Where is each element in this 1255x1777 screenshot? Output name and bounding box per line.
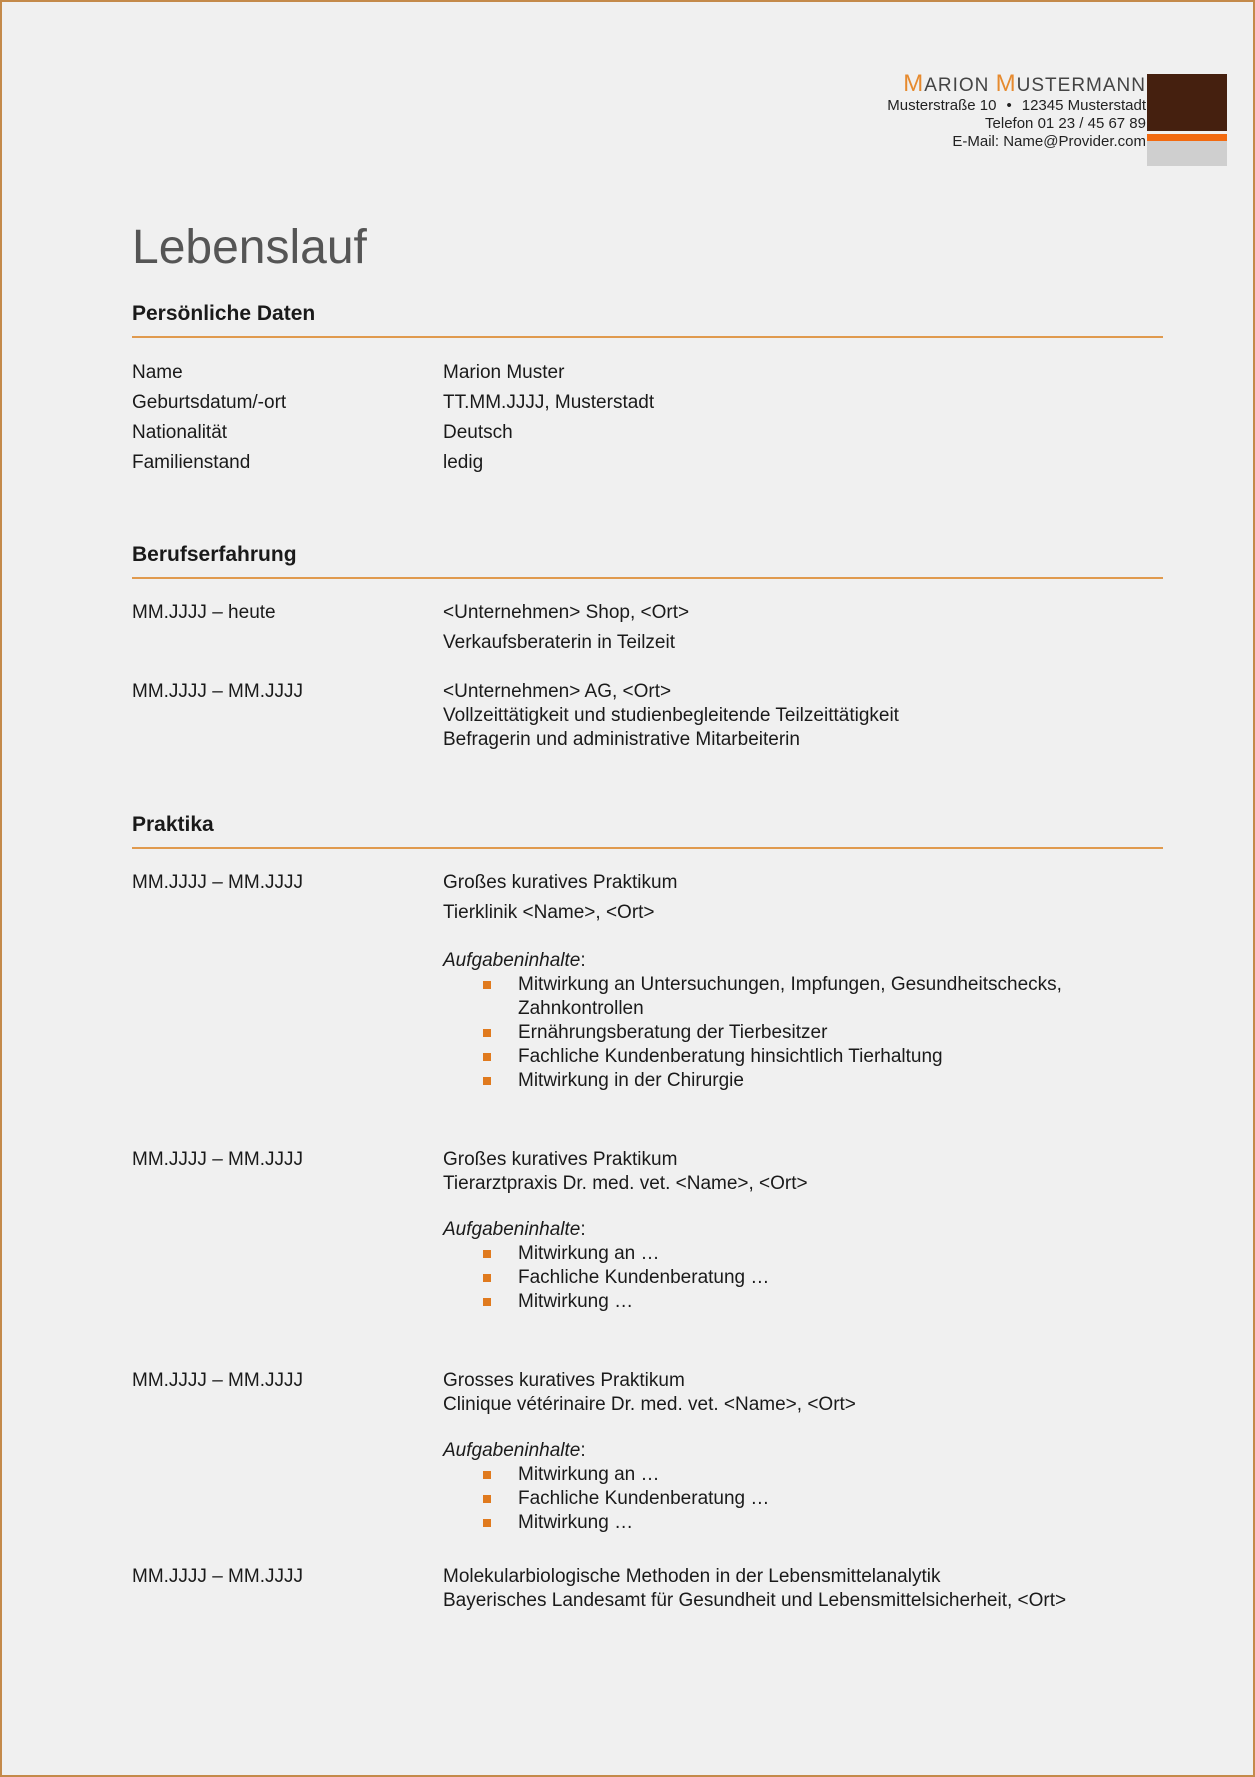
task-item xyxy=(443,973,1163,997)
entry-date: MM.JJJJ – heute xyxy=(132,602,276,623)
address-line xyxy=(887,97,1146,115)
task-item xyxy=(443,1069,1163,1093)
entry-place: Tierklinik <Name>, <Ort> xyxy=(443,902,655,923)
bullet-square-icon xyxy=(483,1298,491,1306)
personal-value: Marion Muster xyxy=(443,362,565,383)
name-initial-first: M xyxy=(903,70,925,97)
address-street: Musterstraße 10 xyxy=(887,97,997,114)
entry-company: <Unternehmen> Shop, <Ort> xyxy=(443,602,690,623)
header-block-grey xyxy=(1147,141,1227,166)
entry-line: Vollzeittätigkeit und studienbegleitende Teilzeittätigkeit xyxy=(443,705,899,726)
section-internships xyxy=(132,813,1163,1613)
personal-label: Geburtsdatum/-ort xyxy=(132,392,287,413)
header-block-dark xyxy=(1147,74,1227,131)
entry-date: MM.JJJJ – MM.JJJJ xyxy=(132,681,303,702)
personal-row xyxy=(132,391,1163,415)
task-text: Mitwirkung in der Chirurgie xyxy=(518,1070,744,1091)
personal-label: Familienstand xyxy=(132,452,251,473)
task-text: Fachliche Kundenberatung … xyxy=(518,1267,770,1288)
page-title: Lebenslauf xyxy=(132,221,367,274)
experience-entry xyxy=(132,680,1163,752)
task-item xyxy=(443,1290,1163,1314)
task-item xyxy=(443,1463,1163,1487)
entry-company: <Unternehmen> AG, <Ort> xyxy=(443,681,672,702)
section-personal xyxy=(132,302,1163,475)
name-last-rest: USTERMANN xyxy=(1016,75,1146,96)
internship-entry: MM.JJJJ – MM.JJJJ Grosses kuratives Praktikum Clinique vétérinaire Dr. med. vet. <Name>, <Ort> Aufgabeninhalte: Mitwirkung an … Fachliche Kundenberatung … Mitwirkung … xyxy=(132,1369,1163,1535)
entry-date: MM.JJJJ – MM.JJJJ xyxy=(132,1566,303,1587)
personal-label: Nationalität xyxy=(132,422,228,443)
bullet-square-icon xyxy=(483,1274,491,1282)
entry-title: Grosses kuratives Praktikum xyxy=(443,1370,685,1391)
bullet-square-icon xyxy=(483,981,491,989)
task-text: Zahnkontrollen xyxy=(518,998,644,1019)
personal-label: Name xyxy=(132,362,183,383)
task-text: Mitwirkung … xyxy=(518,1512,634,1533)
bullet-square-icon xyxy=(483,1077,491,1085)
task-text: Ernährungsberatung der Tierbesitzer xyxy=(518,1022,828,1043)
internship-entry: MM.JJJJ – MM.JJJJ Großes kuratives Praktikum Tierklinik <Name>, <Ort> Aufgabeninhalte: Mitwirkung an Untersuchungen, Impfungen, Gesundheitschecks, Zahnkontrollen Ernährungsberatung der Tierbesitzer Fachliche Kundenberatung hinsichtlich Tierhaltung Mitwirkung in der Chirurgie xyxy=(132,871,1163,1093)
task-item xyxy=(443,1511,1163,1535)
task-item xyxy=(443,1242,1163,1266)
entry-date: MM.JJJJ – MM.JJJJ xyxy=(132,1370,303,1391)
phone-line: Telefon 01 23 / 45 67 89 xyxy=(985,115,1146,132)
personal-value: Deutsch xyxy=(443,422,513,443)
experience-entry xyxy=(132,601,1163,655)
entry-place: Bayerisches Landesamt für Gesundheit und Lebensmittelsicherheit, <Ort> xyxy=(443,1590,1067,1611)
bullet-square-icon xyxy=(483,1471,491,1479)
task-text: Fachliche Kundenberatung … xyxy=(518,1488,770,1509)
bullet-square-icon xyxy=(483,1029,491,1037)
entry-date: MM.JJJJ – MM.JJJJ xyxy=(132,872,303,893)
personal-row xyxy=(132,451,1163,475)
bullet-square-icon xyxy=(483,1519,491,1527)
task-text: Mitwirkung an … xyxy=(518,1243,660,1264)
header-name xyxy=(887,70,1146,97)
task-text: Mitwirkung … xyxy=(518,1291,634,1312)
task-item xyxy=(443,1487,1163,1511)
tasks-label: Aufgabeninhalte xyxy=(443,1440,581,1461)
tasks-label: Aufgabeninhalte xyxy=(443,1219,581,1240)
name-first-rest: ARION xyxy=(924,75,990,96)
address-city: 12345 Musterstadt xyxy=(1021,97,1146,114)
email-line: E-Mail: Name@Provider.com xyxy=(952,133,1146,150)
section-heading: Persönliche Daten xyxy=(132,302,1163,338)
task-text: Mitwirkung an … xyxy=(518,1464,660,1485)
entry-place: Clinique vétérinaire Dr. med. vet. <Name>, <Ort> xyxy=(443,1394,856,1415)
task-item-continuation xyxy=(443,997,1163,1021)
header-color-block xyxy=(1147,74,1227,166)
personal-value: TT.MM.JJJJ, Musterstadt xyxy=(443,392,655,413)
task-item xyxy=(443,1021,1163,1045)
task-text: Mitwirkung an Untersuchungen, Impfungen, Gesundheitschecks, xyxy=(518,974,1062,995)
entry-place: Tierarztpraxis Dr. med. vet. <Name>, <Ort> xyxy=(443,1173,808,1194)
bullet-square-icon xyxy=(483,1053,491,1061)
section-heading: Berufserfahrung xyxy=(132,543,1163,579)
bullet-square-icon xyxy=(483,1250,491,1258)
internship-entry xyxy=(132,1565,1163,1613)
personal-value: ledig xyxy=(443,452,484,473)
entry-title: Molekularbiologische Methoden in der Lebensmittelanalytik xyxy=(443,1566,941,1587)
entry-title: Großes kuratives Praktikum xyxy=(443,872,678,893)
contact-block xyxy=(887,70,1146,151)
personal-row xyxy=(132,421,1163,445)
entry-role: Verkaufsberaterin in Teilzeit xyxy=(443,632,675,653)
task-text: Fachliche Kundenberatung hinsichtlich Tierhaltung xyxy=(518,1046,943,1067)
internship-entry: MM.JJJJ – MM.JJJJ Großes kuratives Praktikum Tierarztpraxis Dr. med. vet. <Name>, <Ort> Aufgabeninhalte: Mitwirkung an … Fachliche Kundenberatung … Mitwirkung … xyxy=(132,1148,1163,1314)
tasks-label: Aufgabeninhalte xyxy=(443,950,581,971)
name-initial-last: M xyxy=(995,70,1017,97)
entry-title: Großes kuratives Praktikum xyxy=(443,1149,678,1170)
bullet-separator: • xyxy=(1006,97,1012,114)
personal-row xyxy=(132,361,1163,385)
section-experience xyxy=(132,543,1163,752)
section-heading: Praktika xyxy=(132,813,1163,849)
task-item xyxy=(443,1045,1163,1069)
header-block-orange xyxy=(1147,134,1227,141)
bullet-square-icon xyxy=(483,1495,491,1503)
task-item xyxy=(443,1266,1163,1290)
entry-date: MM.JJJJ – MM.JJJJ xyxy=(132,1149,303,1170)
entry-role: Befragerin und administrative Mitarbeiterin xyxy=(443,729,800,750)
